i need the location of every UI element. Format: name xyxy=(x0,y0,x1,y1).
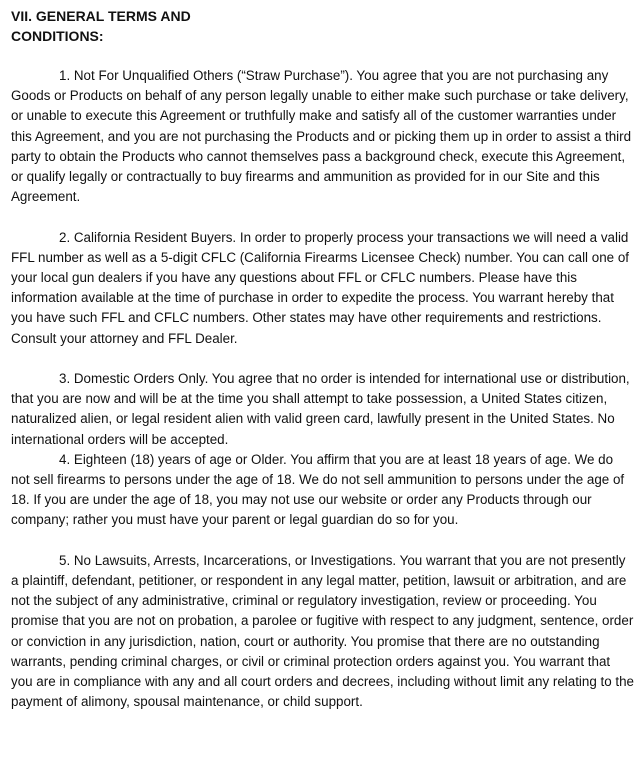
section-title: VII. GENERAL TERMS AND CONDITIONS: xyxy=(11,8,191,44)
paragraph-california-buyers: 2. California Resident Buyers. In order to properly process your transactions we will need a valid FFL number as well as a 5-digit CFLC (California Firearms Licensee Check) number. You can call one of your local gun dealers if you have any questions about FFL or CFLC numbers. Please have this information available at the time of purchase in order to expedite the process. You warrant hereby that you have such FFL and CFLC numbers. Other states may have other requirements and restrictions. Consult your attorney and FFL Dealer. xyxy=(11,229,629,346)
paragraph-straw-purchase: 1. Not For Unqualified Others (“Straw Purchase”). You agree that you are not purchasing any Goods or Products on behalf of any person legally unable to either make such purchase or take delivery, or unable to execute this Agreement or truthfully make and satisfy all of the customer warranties under this Agreement, and you are not purchasing the Products and or picking them up in order to assist a third party to obtain the Products who cannot themselves pass a background check, execute this Agreement, or qualify legally or contractually to buy firearms and ammunition as provided for in our Site and this Agreement. xyxy=(11,68,632,205)
paragraph-age-requirement: 4. Eighteen (18) years of age or Older. You affirm that you are at least 18 years of age. We do not sell firearms to persons under the age of 18. We do not sell ammunition to persons under the age of 18. If you are under the age of 18, you may not use our website or order any Products through our company; rather you must have your parent or legal guardian do so for you. xyxy=(11,451,625,528)
paragraph-no-lawsuits: 5. No Lawsuits, Arrests, Incarcerations, or Investigations. You warrant that you are not presently a plaintiff, defendant, petitioner, or respondent in any legal matter, petition, lawsuit or arbitration, and are not the subject of any administrative, criminal or regulatory investigation, review or proceeding. You promise that you are not on probation, a parolee or fugitive with respect to any judgment, sentence, order or conviction in any jurisdiction, nation, court or authority. You promise that there are no outstanding warrants, pending criminal charges, or civil or criminal protection orders against you. You warrant that you are in compliance with any and all court orders and decrees, including without limit any relating to the payment of alimony, spousal maintenance, or child support. xyxy=(11,552,635,710)
spacer xyxy=(11,207,634,227)
spacer xyxy=(11,349,634,369)
paragraph-domestic-orders: 3. Domestic Orders Only. You agree that no order is intended for international use or distribution, that you are now and will be at the time you shall attempt to take possession, a United States citizen, naturalized alien, or legal resident alien with valid green card, lawfully present in the United States. No international orders will be accepted. xyxy=(11,371,630,447)
spacer xyxy=(11,46,634,66)
spacer xyxy=(11,531,634,551)
